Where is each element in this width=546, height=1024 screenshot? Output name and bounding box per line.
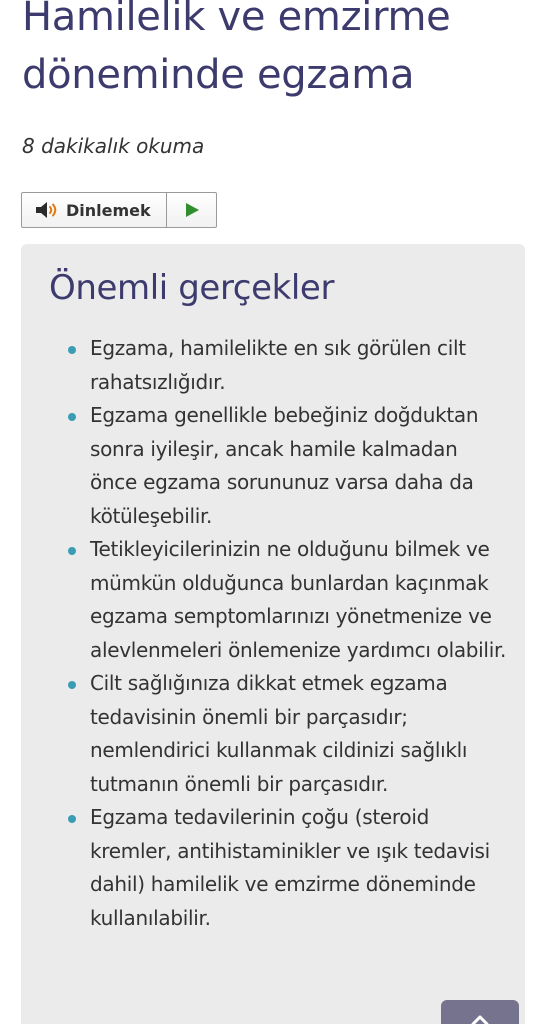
key-fact-text: Egzama tedavilerinin çoğu (steroid kremler, antihistaminikler ve ışık tedavisi dahil) hamilelik ve emzirme döneminde kullanılabilir. [90,805,490,930]
key-fact-text: Egzama, hamilelikte en sık görülen cilt rahatsızlığıdır. [90,336,466,394]
key-fact-text: Egzama genellikle bebeğiniz doğduktan sonra iyileşir, ancak hamile kalmadan önce egzama sorununuz varsa daha da kötüleşebilir. [90,403,479,528]
back-to-top-button[interactable] [441,1000,519,1024]
bullet-icon [68,547,76,555]
chevron-up-icon [470,1014,490,1024]
listen-button[interactable] [22,193,167,227]
bullet-icon [68,815,76,823]
key-fact-text: Tetikleyicilerinizin ne olduğunu bilmek ve mümkün olduğunca bunlardan kaçınmak egzama semptomlarınızı yönetmenize ve alevlenmeleri önlemenize yardımcı olabilir. [90,537,507,662]
key-fact-item [90,801,510,935]
reading-time: 8 dakikalık okuma [22,134,205,158]
key-facts-list [90,332,510,935]
page-title: Hamilelik ve emzirme döneminde egzama [22,0,451,98]
play-icon [184,202,200,218]
bullet-icon [68,346,76,354]
key-fact-item [90,667,510,801]
speaker-icon [34,200,60,220]
listen-control [21,192,217,228]
key-facts-panel [21,244,525,1024]
key-fact-item [90,533,510,667]
key-fact-text: Cilt sağlığınıza dikkat etmek egzama tedavisinin önemli bir parçasıdır; nemlendirici kullanmak cildinizi sağlıklı tutmanın önemli bir parçasıdır. [90,671,468,796]
bullet-icon [68,681,76,689]
key-fact-item [90,399,510,533]
listen-button-label: Dinlemek [66,200,151,220]
play-button[interactable] [167,193,216,227]
key-facts-heading: Önemli gerçekler [49,268,335,308]
bullet-icon [68,413,76,421]
key-fact-item [90,332,510,399]
